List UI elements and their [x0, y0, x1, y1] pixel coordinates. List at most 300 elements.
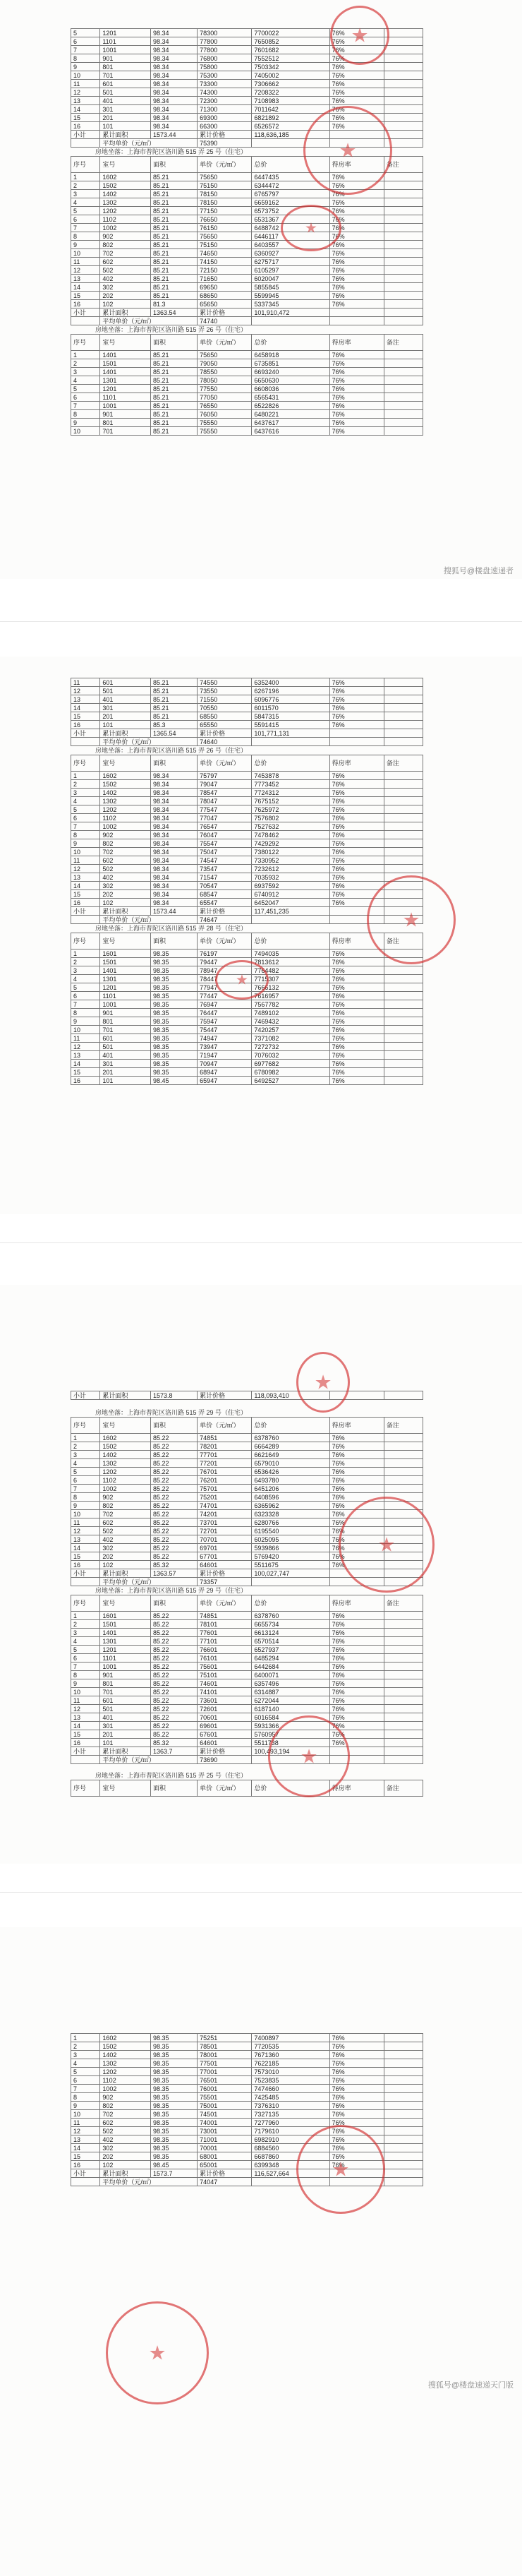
table-cell: 7380122	[252, 848, 329, 856]
note-cell	[384, 1730, 423, 1739]
table-row	[71, 1077, 423, 1085]
table-cell: 6650630	[252, 376, 329, 385]
table-cell: 1201	[100, 29, 151, 37]
table-cell: 68001	[198, 2152, 252, 2161]
column-header: 得房率	[329, 157, 384, 173]
table-cell: 16	[71, 721, 100, 729]
table-row	[71, 1451, 423, 1459]
table-cell: 71947	[198, 1051, 252, 1060]
subtotal-total: 101,910,472	[252, 308, 329, 317]
table-cell: 98.34	[151, 789, 198, 797]
column-header: 室号	[100, 157, 151, 173]
table-cell: 65947	[198, 1077, 252, 1085]
table-cell: 76%	[329, 97, 384, 105]
table-cell: 7	[71, 1663, 100, 1671]
table-row	[71, 283, 423, 292]
table-row	[71, 97, 423, 105]
table-cell: 76%	[329, 721, 384, 729]
table-cell: 72150	[198, 266, 252, 275]
table-cell: 7469432	[252, 1017, 329, 1026]
table-cell: 2	[71, 359, 100, 368]
table-cell: 6344472	[252, 181, 329, 190]
table-cell: 3	[71, 368, 100, 376]
table-row	[71, 80, 423, 88]
table-row	[71, 88, 423, 97]
table-cell: 76150	[198, 224, 252, 232]
sheet-2	[71, 678, 423, 1085]
price-table-continued	[71, 28, 423, 148]
table-cell	[329, 1747, 384, 1756]
table-cell: 76197	[198, 949, 252, 958]
table-cell: 7035932	[252, 873, 329, 882]
average-row	[71, 1578, 423, 1586]
table-cell: 98.35	[151, 2042, 198, 2051]
table-cell: 76%	[329, 232, 384, 241]
subtotal-area: 1363.57	[151, 1569, 198, 1578]
table-cell: 7453878	[252, 772, 329, 780]
table-cell: 累计面积	[100, 907, 151, 916]
table-cell: 701	[100, 1688, 151, 1696]
table-cell: 7425485	[252, 2093, 329, 2102]
table-cell: 76%	[329, 402, 384, 410]
note-cell	[384, 173, 423, 181]
table-cell: 76%	[329, 1502, 384, 1510]
table-row	[71, 393, 423, 402]
table-cell: 76%	[329, 2059, 384, 2068]
note-cell	[384, 402, 423, 410]
note-cell	[384, 2119, 423, 2127]
table-cell: 102	[100, 2161, 151, 2169]
table-cell: 1402	[100, 789, 151, 797]
note-cell	[384, 351, 423, 359]
table-cell: 76%	[329, 393, 384, 402]
table-cell: 6884560	[252, 2144, 329, 2152]
table-cell: 7429292	[252, 839, 329, 848]
table-cell: 85.21	[151, 695, 198, 704]
table-cell: 72701	[198, 1527, 252, 1535]
table-cell: 13	[71, 1535, 100, 1544]
table-cell: 69650	[198, 283, 252, 292]
cell: 累计价格	[198, 1391, 252, 1400]
note-cell	[384, 410, 423, 419]
note-cell	[384, 1017, 423, 1026]
table-cell: 6452047	[252, 899, 329, 907]
table-cell: 98.35	[151, 1026, 198, 1034]
table-cell: 76%	[329, 385, 384, 393]
table-cell: 1401	[100, 368, 151, 376]
table-cell: 76%	[329, 1552, 384, 1561]
table-cell	[71, 1578, 100, 1586]
table-cell: 202	[100, 1552, 151, 1561]
average-label: 平均单价（元/㎡）	[100, 2178, 198, 2186]
table-cell: 9	[71, 63, 100, 71]
table-cell: 4	[71, 2059, 100, 2068]
table-cell: 5855845	[252, 283, 329, 292]
table-cell: 201	[100, 1068, 151, 1077]
table-cell: 98.34	[151, 899, 198, 907]
table-cell: 11	[71, 1034, 100, 1043]
table-row	[71, 1713, 423, 1722]
note-cell	[384, 1663, 423, 1671]
note-cell	[384, 1077, 423, 1085]
table-cell: 76%	[329, 292, 384, 300]
table-cell: 76%	[329, 1510, 384, 1518]
note-cell	[384, 1510, 423, 1518]
table-cell: 76%	[329, 687, 384, 695]
note-cell	[384, 46, 423, 54]
table-row	[71, 1561, 423, 1569]
table-cell: 6659162	[252, 198, 329, 207]
table-cell: 76%	[329, 173, 384, 181]
table-row	[71, 899, 423, 907]
table-cell: 15	[71, 114, 100, 122]
table-row	[71, 351, 423, 359]
table-cell: 6267196	[252, 687, 329, 695]
table-cell: 101	[100, 1739, 151, 1747]
table-cell: 702	[100, 848, 151, 856]
subtotal-label: 小计	[71, 729, 100, 738]
table-row	[71, 1442, 423, 1451]
table-cell: 98.35	[151, 2076, 198, 2085]
table-cell: 76%	[329, 1476, 384, 1485]
table-cell: 1001	[100, 402, 151, 410]
table-cell: 1202	[100, 207, 151, 215]
table-cell: 98.35	[151, 2110, 198, 2119]
table-cell: 76%	[329, 2110, 384, 2119]
table-row	[71, 890, 423, 899]
table-cell: 6314887	[252, 1688, 329, 1696]
table-cell	[384, 2169, 423, 2178]
table-cell: 77447	[198, 992, 252, 1000]
table-cell: 1502	[100, 2042, 151, 2051]
table-cell: 7330952	[252, 856, 329, 865]
table-cell: 98.35	[151, 983, 198, 992]
table-cell: 7527632	[252, 822, 329, 831]
table-cell: 98.35	[151, 975, 198, 983]
table-cell: 76%	[329, 1739, 384, 1747]
table-cell: 85.22	[151, 1671, 198, 1679]
table-row	[71, 1009, 423, 1017]
table-cell	[329, 139, 384, 148]
table-cell: 76%	[329, 1468, 384, 1476]
table-row	[71, 2093, 423, 2102]
table-row	[71, 1612, 423, 1620]
table-cell: 75550	[198, 419, 252, 427]
table-cell: 76%	[329, 772, 384, 780]
table-cell: 98.34	[151, 63, 198, 71]
table-cell: 1002	[100, 1485, 151, 1493]
note-cell	[384, 2042, 423, 2051]
table-cell: 8	[71, 54, 100, 63]
table-cell: 601	[100, 1034, 151, 1043]
table-cell: 801	[100, 1017, 151, 1026]
table-cell: 901	[100, 410, 151, 419]
table-cell: 16	[71, 300, 100, 308]
table-cell: 6280766	[252, 1518, 329, 1527]
subtotal-label: 小计	[71, 131, 100, 139]
table-cell: 1602	[100, 1434, 151, 1442]
table-cell: 85.22	[151, 1442, 198, 1451]
column-header: 室号	[100, 755, 151, 772]
table-cell	[384, 738, 423, 746]
table-cell: 85.21	[151, 190, 198, 198]
note-cell	[384, 368, 423, 376]
table-cell: 7666132	[252, 983, 329, 992]
table-cell: 75547	[198, 839, 252, 848]
table-cell: 98.35	[151, 1068, 198, 1077]
table-cell: 502	[100, 266, 151, 275]
table-cell	[384, 2178, 423, 2186]
note-cell	[384, 2144, 423, 2152]
table-cell: 202	[100, 292, 151, 300]
table-cell: 1	[71, 2034, 100, 2042]
note-cell	[384, 1679, 423, 1688]
table-cell: 10	[71, 1510, 100, 1518]
table-cell	[71, 916, 100, 924]
column-header: 单价（元/㎡）	[198, 1780, 252, 1797]
table-cell: 76001	[198, 2085, 252, 2093]
table-cell: 85.21	[151, 376, 198, 385]
table-cell: 71650	[198, 275, 252, 283]
table-row	[71, 704, 423, 712]
subtotal-area: 1573.44	[151, 907, 198, 916]
column-header: 备注	[384, 335, 423, 351]
subtotal-label: 小计	[71, 1569, 100, 1578]
table-cell: 78300	[198, 29, 252, 37]
table-cell: 3	[71, 1451, 100, 1459]
table-cell: 14	[71, 283, 100, 292]
table-cell: 76%	[329, 300, 384, 308]
table-cell: 302	[100, 2144, 151, 2152]
table-cell: 7489102	[252, 1009, 329, 1017]
table-cell: 802	[100, 241, 151, 249]
table-cell: 1302	[100, 2059, 151, 2068]
note-cell	[384, 822, 423, 831]
table-cell: 75800	[198, 63, 252, 71]
table-cell: 98.35	[151, 992, 198, 1000]
table-cell: 1101	[100, 393, 151, 402]
table-cell: 12	[71, 266, 100, 275]
table-cell: 502	[100, 1527, 151, 1535]
sheet-1	[71, 28, 423, 436]
table-cell: 1	[71, 1612, 100, 1620]
table-cell: 76%	[329, 1679, 384, 1688]
table-cell: 7	[71, 402, 100, 410]
table-cell	[384, 308, 423, 317]
sheet-3	[71, 1391, 423, 1797]
table-cell: 76%	[329, 37, 384, 46]
average-label: 平均单价（元/㎡）	[100, 916, 198, 924]
table-cell: 76%	[329, 114, 384, 122]
table-cell: 2	[71, 780, 100, 789]
table-row	[71, 419, 423, 427]
table-cell: 7327135	[252, 2110, 329, 2119]
table-cell: 14	[71, 2144, 100, 2152]
column-header: 室号	[100, 1595, 151, 1612]
table-cell: 76%	[329, 2076, 384, 2085]
note-cell	[384, 1476, 423, 1485]
table-cell: 78201	[198, 1442, 252, 1451]
note-cell	[384, 814, 423, 822]
table-cell: 5769420	[252, 1552, 329, 1561]
table-cell: 70947	[198, 1060, 252, 1068]
table-cell: 累计价格	[198, 2169, 252, 2178]
note-cell	[384, 181, 423, 190]
table-cell: 98.34	[151, 805, 198, 814]
table-cell: 902	[100, 232, 151, 241]
table-cell: 74300	[198, 88, 252, 97]
note-cell	[384, 122, 423, 131]
table-cell: 76%	[329, 1722, 384, 1730]
table-cell: 6458918	[252, 351, 329, 359]
table-row	[71, 805, 423, 814]
table-cell: 7	[71, 822, 100, 831]
note-cell	[384, 1459, 423, 1468]
column-header: 总价	[252, 157, 329, 173]
column-header: 面积	[151, 335, 198, 351]
source-watermark: 搜狐号@楼盘速递天门版	[427, 2381, 514, 2390]
table-cell: 76%	[329, 1637, 384, 1646]
note-cell	[384, 1688, 423, 1696]
table-cell: 6655734	[252, 1620, 329, 1629]
table-cell: 11	[71, 678, 100, 687]
table-cell: 74501	[198, 2110, 252, 2119]
note-cell	[384, 2034, 423, 2042]
table-cell: 74601	[198, 1679, 252, 1688]
table-cell: 76%	[329, 1068, 384, 1077]
table-cell: 6437617	[252, 419, 329, 427]
table-cell	[329, 916, 384, 924]
table-cell: 累计价格	[198, 907, 252, 916]
average-label: 平均单价（元/㎡）	[100, 738, 198, 746]
table-cell: 202	[100, 890, 151, 899]
note-cell	[384, 1060, 423, 1068]
note-cell	[384, 1654, 423, 1663]
table-cell: 1	[71, 949, 100, 958]
table-cell: 85.21	[151, 215, 198, 224]
table-cell: 76%	[329, 2152, 384, 2161]
table-cell: 7371082	[252, 1034, 329, 1043]
note-cell	[384, 283, 423, 292]
table-cell: 98.34	[151, 88, 198, 97]
table-cell: 75501	[198, 2093, 252, 2102]
table-cell: 85.3	[151, 721, 198, 729]
note-cell	[384, 37, 423, 46]
table-row	[71, 1017, 423, 1026]
table-cell	[329, 907, 384, 916]
column-header: 室号	[100, 1418, 151, 1434]
note-cell	[384, 63, 423, 71]
price-table-26-continued	[71, 678, 423, 746]
table-cell: 76%	[329, 1051, 384, 1060]
note-cell	[384, 97, 423, 105]
table-cell: 12	[71, 1043, 100, 1051]
subtotal-label: 小计	[71, 1747, 100, 1756]
table-cell: 77947	[198, 983, 252, 992]
column-header: 得房率	[329, 933, 384, 949]
table-cell: 7552512	[252, 54, 329, 63]
table-cell: 76%	[329, 105, 384, 114]
table-cell: 6621649	[252, 1451, 329, 1459]
note-cell	[384, 687, 423, 695]
table-row	[71, 873, 423, 882]
average-row	[71, 1756, 423, 1764]
table-cell: 77501	[198, 2059, 252, 2068]
note-cell	[384, 224, 423, 232]
table-cell: 76800	[198, 54, 252, 63]
table-cell: 76%	[329, 1009, 384, 1017]
average-price: 75390	[198, 139, 252, 148]
table-cell: 16	[71, 1739, 100, 1747]
table-cell: 累计价格	[198, 1747, 252, 1756]
table-cell: 71547	[198, 873, 252, 882]
table-cell	[329, 729, 384, 738]
average-label: 平均单价（元/㎡）	[100, 1578, 198, 1586]
table-cell: 16	[71, 2161, 100, 2169]
table-cell: 76%	[329, 2119, 384, 2127]
table-row	[71, 1620, 423, 1629]
price-table-25b	[71, 2033, 423, 2186]
note-cell	[384, 2076, 423, 2085]
table-cell: 1301	[100, 1637, 151, 1646]
table-cell: 1101	[100, 1654, 151, 1663]
table-row	[71, 678, 423, 687]
table-cell: 76%	[329, 2085, 384, 2093]
table-cell: 65650	[198, 300, 252, 308]
table-row	[71, 376, 423, 385]
table-cell: 15	[71, 890, 100, 899]
table-cell: 902	[100, 1493, 151, 1502]
table-cell: 6765797	[252, 190, 329, 198]
table-cell	[384, 1756, 423, 1764]
note-cell	[384, 1518, 423, 1527]
table-cell: 85.22	[151, 1510, 198, 1518]
table-cell: 85.22	[151, 1705, 198, 1713]
table-cell: 76%	[329, 359, 384, 368]
table-cell: 74947	[198, 1034, 252, 1043]
note-cell	[384, 1434, 423, 1442]
note-cell	[384, 1502, 423, 1510]
table-cell: 85.22	[151, 1730, 198, 1739]
average-price: 73690	[198, 1756, 252, 1764]
table-row	[71, 2110, 423, 2119]
table-cell: 78050	[198, 376, 252, 385]
table-cell: 85.21	[151, 393, 198, 402]
table-cell: 7700022	[252, 29, 329, 37]
table-cell: 85.22	[151, 1646, 198, 1654]
table-cell: 6195540	[252, 1527, 329, 1535]
table-cell: 98.34	[151, 71, 198, 80]
table-cell: 602	[100, 856, 151, 865]
table-row	[71, 249, 423, 258]
table-cell: 8	[71, 1009, 100, 1017]
note-cell	[384, 1442, 423, 1451]
table-cell: 76%	[329, 1017, 384, 1026]
cell: 1573.8	[151, 1391, 198, 1400]
note-cell	[384, 839, 423, 848]
table-cell: 7277960	[252, 2119, 329, 2127]
average-row	[71, 139, 423, 148]
table-row	[71, 1637, 423, 1646]
table-cell: 75251	[198, 2034, 252, 2042]
column-header: 单价（元/㎡）	[198, 755, 252, 772]
table-cell: 1001	[100, 1663, 151, 1671]
subtotal-area: 1363.7	[151, 1747, 198, 1756]
note-cell	[384, 1705, 423, 1713]
table-cell: 76%	[329, 2034, 384, 2042]
source-watermark: 搜狐号@楼盘速递者	[443, 567, 514, 575]
note-cell	[384, 856, 423, 865]
